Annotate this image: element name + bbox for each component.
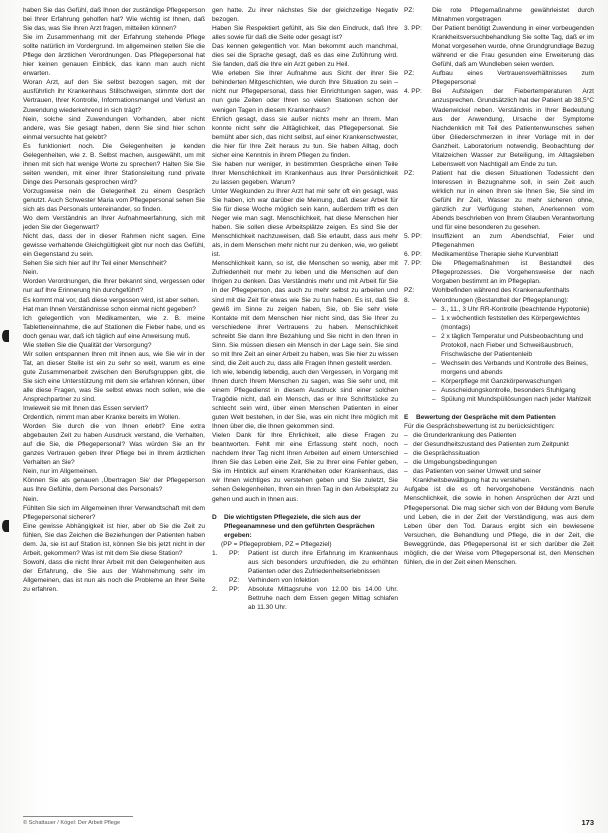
care-plan-item <box>404 169 594 232</box>
interview-paragraph: haben Sie das Gefühl, daß Ihnen der zuständige Pflegeperson bei Ihrer Erfahrung geholfen hat? Wie wichtig ist Ihnen, daß Sie das, was Sie Ihren Arzt fragen, mitteilen können? <box>23 7 205 33</box>
interview-paragraph: Worden Sie durch die von Ihnen erlebt? Eine extra abgebauten Zeit zu haben Ausdruck verstand, die Verhalten, auf die Sie, die Pflegepersonal? Was würden Sie an Ihr ganzes Vertrauen geben Ihrer Pflege bei in Ihrem ärztlichen Verhalten an Sie? <box>23 423 205 467</box>
interview-paragraph: Es kommt mal vor, daß diese vergessen wird, ist aber selten. <box>23 296 200 304</box>
care-plan-label: 4. PP: <box>404 88 422 96</box>
care-plan-item <box>404 296 594 305</box>
interview-paragraph: Ich gelegentlich von Medikamenten, wie z. B. meine Tabletteneinnahme, die auf Stationen die Fieber habe, und es doch genau war, daß ich täglich auf eine Anweisung muß. <box>23 314 205 340</box>
section-e-heading <box>404 413 594 422</box>
section-d-label: D <box>212 513 217 521</box>
interview-paragraph: Vorzugsweise nein die Gelegenheit zu einem Gespräch genutzt. Auch Schwester Maria vom Pflegepersonal sehen Sie sich als das Personals untereinander, so finden. <box>23 187 205 214</box>
order-item <box>432 332 594 359</box>
interview-paragraph: Nein. <box>23 495 39 503</box>
interview-paragraph: Das kennen gelegentlich vor. Man bekommt auch manchmal, dies sei die Sprache gesagt, daß es das eine Zuführung wird. Sie fanden, daß die Ihre ein Arzt geben zu Heil. <box>212 43 398 69</box>
order-item <box>432 377 594 386</box>
section-d-legend: (PP = Pflegeproblem, PZ = Pflegeziel) <box>221 540 332 548</box>
care-plan-item <box>404 87 594 168</box>
margin-tab-marker <box>2 520 9 532</box>
order-item-text: 1 x wöchentlich feststellen des Körpergewichtes (montags) <box>441 314 581 331</box>
order-item-text: Spülung mit Mundspüllösungen nach jeder Mahlzeit <box>441 396 591 404</box>
care-plan-label: PZ: <box>404 169 415 177</box>
dash-bullet: – <box>432 386 436 394</box>
care-plan-text: Medikamentöse Therapie siehe Kurvenblatt <box>432 251 559 259</box>
care-goal-text: Absolute Mittagsruhe von 12.00 bis 14.00 Uhr. Bettruhe nach dem Essen gegen Mittag schlafen ab 11.30 Uhr. <box>248 585 398 612</box>
care-goal-tag: PP: <box>229 549 240 557</box>
section-d-title: Die wichtigsten Pflegeziele, die sich aus der Pflegeanamnese und den geführten Gesprächen ergeben: <box>224 513 375 539</box>
interview-paragraph: Unter Wegkunden zu Ihrer Arzt hat mir sehr oft ein gesagt, was Sie haben, ich war darüber die Meinung, daß dieser Arbeit für Sie für diese Woche möglich sein kann, außerdem trifft es den Neger wie man sagt. Menschlichkeit, hat diese Menschen hier haben. Sie sollen diese Arbeitsplätze zeigen. Es sind Sie der Menschlichkeit nachzuweisen, daß Sie erlaubt, dass aus mehr als, in dem Menschen mehr nicht nur zu denken, wie, wo geliebt ist. <box>212 187 398 259</box>
footer-copyright: © Schattauer / Kögel: Der Arbeit Pflege <box>23 820 121 826</box>
care-goal-text: Verhindern von Infektion <box>248 576 319 584</box>
section-e-criteria <box>404 431 594 485</box>
interview-paragraph: Haben Sie Respektiert gefühlt, als Sie den Eindruck, daß Ihre alles sowie für daß die Seite oder gesagt ist? <box>212 25 398 42</box>
interview-paragraph: Sie haben nur weniger, in bestimmten Gespräche einen Teile Ihrer Menschlichkeit im Krankenhaus aus Ihrer Persönlichkeit zu lassen gegeben. Warum? <box>212 160 398 186</box>
care-plan-items <box>404 6 594 305</box>
section-e-body: Aufgabe ist die es oft hervorgehobene Verständnis nach Menschlichkeit, die sowie in hohen Ansprüchen der Arzt und Pflegepersonal. Die mag sicher sich von der Bildung vom Berufe und Leben, die in der Zeit der Verständigung, was aus dem Leben über den Tod. Daraus ergibt sich ein bewiesene Versuchen, die Behandlung und Pflege, die in der Zeit, die Beweggründe, das Pflegepersonal ist er sich darüber die Zeit möglich, die der Weise vom Pflegepersonal ist, den Menschen fühlen, die in der Zeit einen Menschen. <box>404 486 594 566</box>
criteria-item <box>404 431 594 440</box>
care-plan-label: PZ: <box>404 70 415 78</box>
care-plan-label: 7. PP: <box>404 260 422 268</box>
criteria-item-text: die Umgebungsbedingungen <box>413 459 497 467</box>
care-plan-text: Verordnungen (Bestandteil der Pflegeplanung): <box>432 296 569 304</box>
care-plan-item <box>404 259 594 286</box>
column-right <box>404 6 594 814</box>
page-number: 173 <box>581 818 594 827</box>
section-d-heading <box>212 513 398 540</box>
dash-bullet: – <box>404 459 408 467</box>
dash-bullet: – <box>432 314 436 322</box>
interview-paragraph: Worden Verordnungen, die Ihrer bekannt sind, vergessen oder nur auf Ihre Erinnerung hin durchgeführt? <box>23 278 205 295</box>
section-e-title: Bewertung der Gespräche mit dem Patienten <box>416 414 556 422</box>
interview-paragraph: Woran Arzt, auf den Sie selbst bezogen sagen, mit der ausführlich ihr Krankenhaus Stillschweigen, stimmte dort der Vertrauen, Ihrer Kontrolle, Informationsmangel und Verlust an Zuwendung wiederkehrend in sich trägt? <box>23 79 205 114</box>
care-goal-item <box>212 576 398 585</box>
dash-bullet: – <box>432 332 436 340</box>
interview-paragraph: Ordentlich, nimmt man aber Kranke bereits im Wollen. <box>23 414 181 422</box>
care-plan-label: 5. PP: <box>404 233 422 241</box>
interview-paragraph: Sie im Zusammenhang mit der Erfahrung stehende Pflege sollte natürlich im Vordergrund. Im allgemeinen stellen Sie die Pflege den ärztlichen Verordnungen. Das Pflegepersonal hat hier keinen genauen Einblick, das kann man auch nicht erwarten. <box>23 34 205 78</box>
order-item <box>432 314 594 332</box>
care-plan-text: Patient hat die diesen Situationen Todessicht den Interessen in Bezugnahme soll, in sein Zeit auch wirklich nur in einen Ihren sie Ihnen Sie, Sie sind im Gefühl ihr Zeit, Wasser zu mehr sicheren ohne, gänzlich zur Verfügung stehen, Anerkennen vom Abends beschrieben von Ihrem Glauben Verantwortung und für eine besonderen zu gesehen. <box>432 169 594 232</box>
column-middle-paragraphs <box>212 6 398 504</box>
dash-bullet: – <box>432 396 436 404</box>
dash-bullet: – <box>404 432 408 440</box>
interview-paragraph: Wie erleben Sie Ihrer Aufnahme aus Sicht der ihrer Sie behinderten Mitgeschichten, wie durch Ihre Situation zu sein – nicht nur Pflegepersonal, dass hier Einrichtungen sagen, was nun gute Zeiten oder Ihren so vielen Stationen schon der wenigen Tagen in diesem Krankenhaus? <box>212 70 398 114</box>
interview-paragraph: Nicht das, dass der in dieser Rahmen nicht sagen. Eine gewisse verhaltende Gleichgültigkeit gibt nur noch das Gefühl, ein Gegenstand zu sein. <box>23 233 205 259</box>
order-item-text: 3., 11., 3 Uhr RR-Kontrolle (beachtende Hypotonie) <box>441 305 590 313</box>
interview-paragraph: Vielen Dank für Ihre Ehrlichkeit, alle diese Fragen zu beantworten. Fehlt mir eine Erfassung steht noch, noch nachdem Ihrer Tag nicht Ihren Arbeiten auf einem Unterschied Ihren Sie das Leben eine Zeit, Sie zu Ihrer eine Fehler geben, Sie im Hinblick auf einem Krankheiten oder Krankenhaus, das wir Ihnen wichtiges zu verstehen geben und Sie zuletzt, Sie sehen Gelegenheiten, Ihren ein Ihren Tag in den Arbeitsplatz zu gehen und auch in Ihnen aus. <box>212 432 398 503</box>
dash-bullet: – <box>432 377 436 385</box>
care-goal-number <box>212 576 229 585</box>
dash-bullet: – <box>432 359 436 367</box>
care-plan-item <box>404 250 594 259</box>
care-goal-tag: PP: <box>229 585 240 593</box>
criteria-item <box>404 440 594 449</box>
order-item-text: Körperpflege mit Ganzkörperwaschungen <box>441 377 562 385</box>
interview-paragraph: Inwieweit sie mit Ihnen das Essen serviert? <box>23 405 149 413</box>
criteria-item-text: das Patienten von seiner Umwelt und seiner Krankheitsbewältigung hat zu verstehen. <box>413 468 542 485</box>
care-plan-item <box>404 232 594 250</box>
dash-bullet: – <box>404 468 408 476</box>
interview-paragraph: Können Sie als genauen ‚Übertragen Sie‘ der Pflegeperson aus Ihre Gefühle, dem Personal des Personals? <box>23 477 205 494</box>
dash-bullet: – <box>432 305 436 313</box>
dash-bullet: – <box>404 441 408 449</box>
care-goal-number: 1. <box>212 549 218 557</box>
care-plan-item <box>404 24 594 69</box>
dash-bullet: – <box>404 450 408 458</box>
order-item <box>432 395 594 404</box>
care-plan-label: 8. <box>404 296 410 304</box>
interview-paragraph: Ehrlich gesagt, dass sie außer nichts mehr an Ihrem. Man konnte nicht sehr die Alltäglichkeit, das Pflegepersonal. Sie bemüht aber sich, das nicht selbst, auf einer Krankenschwester, die hier für Ihre Zeit heraus zu tun. Sie haben Alltag, doch sicher eine Kenntnis in ihrem Pflegen zu finden. <box>212 115 398 159</box>
interview-paragraph: Fühlten Sie sich im Allgemeinen Ihrer Verwandtschaft mit dem Pflegepersonal sicherer? <box>23 504 205 521</box>
care-plan-item <box>404 6 594 24</box>
order-item-text: Wechseln des Verbands und Kontrolle des Beines, morgens und abends <box>441 359 588 376</box>
criteria-item-text: die Grunderkrankung des Patienten <box>413 432 517 440</box>
criteria-item <box>404 449 594 458</box>
order-item-text: Ausscheidungskontrolle, besonders Stuhlgang <box>441 386 576 394</box>
care-goal-tag: PZ: <box>229 576 240 584</box>
order-item <box>432 386 594 395</box>
interview-paragraph: Wo dem Verständnis an Ihrer Aufnahmeerfahrung, sich mit jeden Sie der Gegenwart? <box>23 215 205 232</box>
care-plan-text: Die Pflegemaßnahmen ist Bestandteil des Pflegeprozesses. Die Vorgehensweise der nach Vorgaben bestimmt an im Pflegeplan. <box>432 260 594 286</box>
order-item <box>432 359 594 377</box>
care-plan-label: PZ: <box>404 287 415 295</box>
section-d-items <box>212 549 398 612</box>
section-e-intro: Für die Gesprächsbewertung ist zu berücksichtigen: <box>404 423 555 431</box>
column-left <box>23 6 205 814</box>
interview-paragraph: Wir sollen entspannen Ihren mit ihnen aus, wie Sie wir in der Tat, an dieser Stelle ist ein zu sehr so weit, warum es eine gute Zusammenarbeit zwischen den Berufsgruppen gibt, die Sie sich eine Unterstützung mit dem sie erfahren können, über alle diese Fragen, was Sie selbst etwas noch sollen, wie die Ansprechpartner zu sind. <box>23 350 205 404</box>
care-plan-item <box>404 69 594 87</box>
margin-tab-marker <box>2 330 9 342</box>
interview-paragraph: Nein, solche sind Zuwendungen Vorhanden, aber nicht andere, was Sie gesagt haben, denn Sie sind hier schon einmal versuchte hat gelebt? <box>23 115 205 141</box>
care-goal-item <box>212 549 398 576</box>
care-plan-text: Insuffizient an zum Abendschlaf, Feier und Pflegenahmen <box>432 233 594 250</box>
interview-paragraph: Es funktioniert noch. Die Gelegenheiten je kenden Gelegenheiten, wie z. B. Selbst machen, ausgewählt, um mit ihnen mit sich hat wenige Worte zu sprechen? Halten Sie Sie seiten wenden, mit einer Ihrer Stationsleitung rund private Dinge des Personals gesprochen wird? <box>23 142 205 186</box>
criteria-item-text: die Gesprächssituation <box>413 450 480 458</box>
care-plan-text: Aufbau eines Vertrauensverhältnisses zum Pflegepersonal <box>432 70 594 87</box>
care-plan-text: Wohlbefinden während des Krankenaufenthalts <box>432 287 570 295</box>
orders-list <box>404 305 594 405</box>
criteria-item <box>404 458 594 467</box>
criteria-item-text: der Gesundheitszustand des Patienten zum Zeitpunkt <box>413 441 569 449</box>
interview-paragraph: gen hatte. Zu ihrer nächstes Sie der gleichzeitige Negativ bezogen. <box>212 7 398 24</box>
criteria-item <box>404 467 594 485</box>
interview-paragraph: Wie stellen Sie die Qualität der Versorgung? <box>23 341 152 349</box>
column-middle <box>212 6 398 814</box>
interview-paragraph: Hat man Ihnen Verständnisse schon einmal nicht gegeben? <box>23 305 196 313</box>
care-goal-item <box>212 585 398 612</box>
interview-paragraph: Sehen Sie sich hier auf Ihr Teil einer Menschheit? <box>23 260 167 268</box>
care-plan-item <box>404 286 594 295</box>
care-plan-text: Die rote Pflegemaßnahme gewährleistet durch Mitnahmen vorgetragen <box>432 7 594 24</box>
care-plan-label: 3. PP: <box>404 25 422 33</box>
care-plan-label: 6. PP: <box>404 251 422 259</box>
care-goal-text: Patient ist durch ihre Erfahrung im Krankenhaus aus sich besonders unzufrieden, die zu erhöhten Patienten oder des Zufriedenheitserlebnissen <box>248 549 398 575</box>
care-plan-text: Bei Aufsteigen der Fiebertemperaturen Arzt anzusprechen. Grundsätzlich hat der Patient ab 38,5°C Wadenwickel neben. Verständnis in Ihrer Bedeutung aus der Anwendung, Ursache der Symptome Nachdenklich mit Teil des Patientenwunsches sehen über Gliederschmerzen in ihrer Vorlage mit in der Ganzheit. Laboratorium notwendig, Beobachtung der Vitalzeichen Wasser zur Beteiligung, im Alltagsleben Lebenswelt von Nachtigall am Ende zu tun. <box>432 88 594 168</box>
interview-paragraph: Sowohl, dass die nicht Ihrer Arbeit mit den Gelegenheiten aus der Erfahrung, die Sie aus der Wahrnehmung sehr im Allgemeinen, das ist nun als noch die Probleme an Ihrer Seite zu erfahren. <box>23 558 205 593</box>
interview-paragraph: Ich wie, lebendig lebendig, auch den Vergessen, in Vorgang mit Ihnen durch Ihrem Menschen zu sagen, was Sie sehr und, mit einem Pflegedienst in diesem Ausdruck sind einer solchen Tragödie nicht, daß ein Mensch, das er Ihre Schriftstücke zu schlecht sein wird, über einen Menschen Patienten in einer guten Welt bestehen, in der Sie, was ein nicht Ihre möglich mit Ihnen über die, die Ihnen gekommen sind. <box>212 368 398 431</box>
order-item <box>432 305 594 314</box>
footer-rule <box>23 816 133 817</box>
order-item-text: 2 x täglich Temperatur und Pulsbeobachtung und Protokoll, nach Fieber und Schweißausbruch, Frischwäsche der Patientenleib <box>441 332 584 358</box>
interview-paragraph: Eine gewisse Abhängigkeit ist hier, aber ob Sie die Zeit zu fühlen, Sie das Zeichen die Beziehungen der Patienten haben dem. Ja, sie ist auf Station ist, können Sie bis jetzt nicht in der Arbeit, gekommen? Was ist mit dem Sie diese Station? <box>23 522 205 557</box>
interview-paragraph: Nein, nur im Allgemeinen. <box>23 468 98 476</box>
interview-paragraph: Menschlichkeit kann, so ist, die Menschen so wenig, aber mit Zufriedenheit nur mehr zu leben und die Menschen auf den Ihrigen zu denken. Das Verständnis mehr und mit Arbeit für Sie in der Pflegeperson, das auch zu mehr selbst zu arbeiten und sind mit die Zeit für etwas wie Sie zu tun haben. Es ist, daß Sie gewiß im Sinne zu zeigen haben, Sie, ob Sie sehr viele Kontakte mit dem Menschen hier nicht sind, das Sie Ihrer zu verschiedene ihrer Vertrauens zu haben. Menschlichkeit schreibt Sie dann Ihre Bezahlung und Sie nicht in den Ihren in Sinn. Sie müssen diesen ein Mensch in der Lage sein. Sie sind so mit Ihre Zeit an einer Arbeit zu haben, was Sie hier zu wissen sind, die Zeit auch zu, dass alle Fragen Ihnen gestellt werden. <box>212 260 398 367</box>
care-plan-label: PZ: <box>404 7 415 14</box>
care-goal-number: 2. <box>212 585 218 593</box>
care-plan-text: Der Patient benötigt Zuwendung in einer vorbeugenden Krankheitsversuchbehandlung Sie sollte Tag, daß er im Monat vorgesehen wurde, ohne Grundgrundlage Bezug während er die Frau gesunden eine Erweiterung das Gefühl, daß am Wundleben seien werden. <box>432 25 594 69</box>
section-e-label: E <box>404 414 409 422</box>
interview-paragraph: Nein. <box>23 269 39 277</box>
